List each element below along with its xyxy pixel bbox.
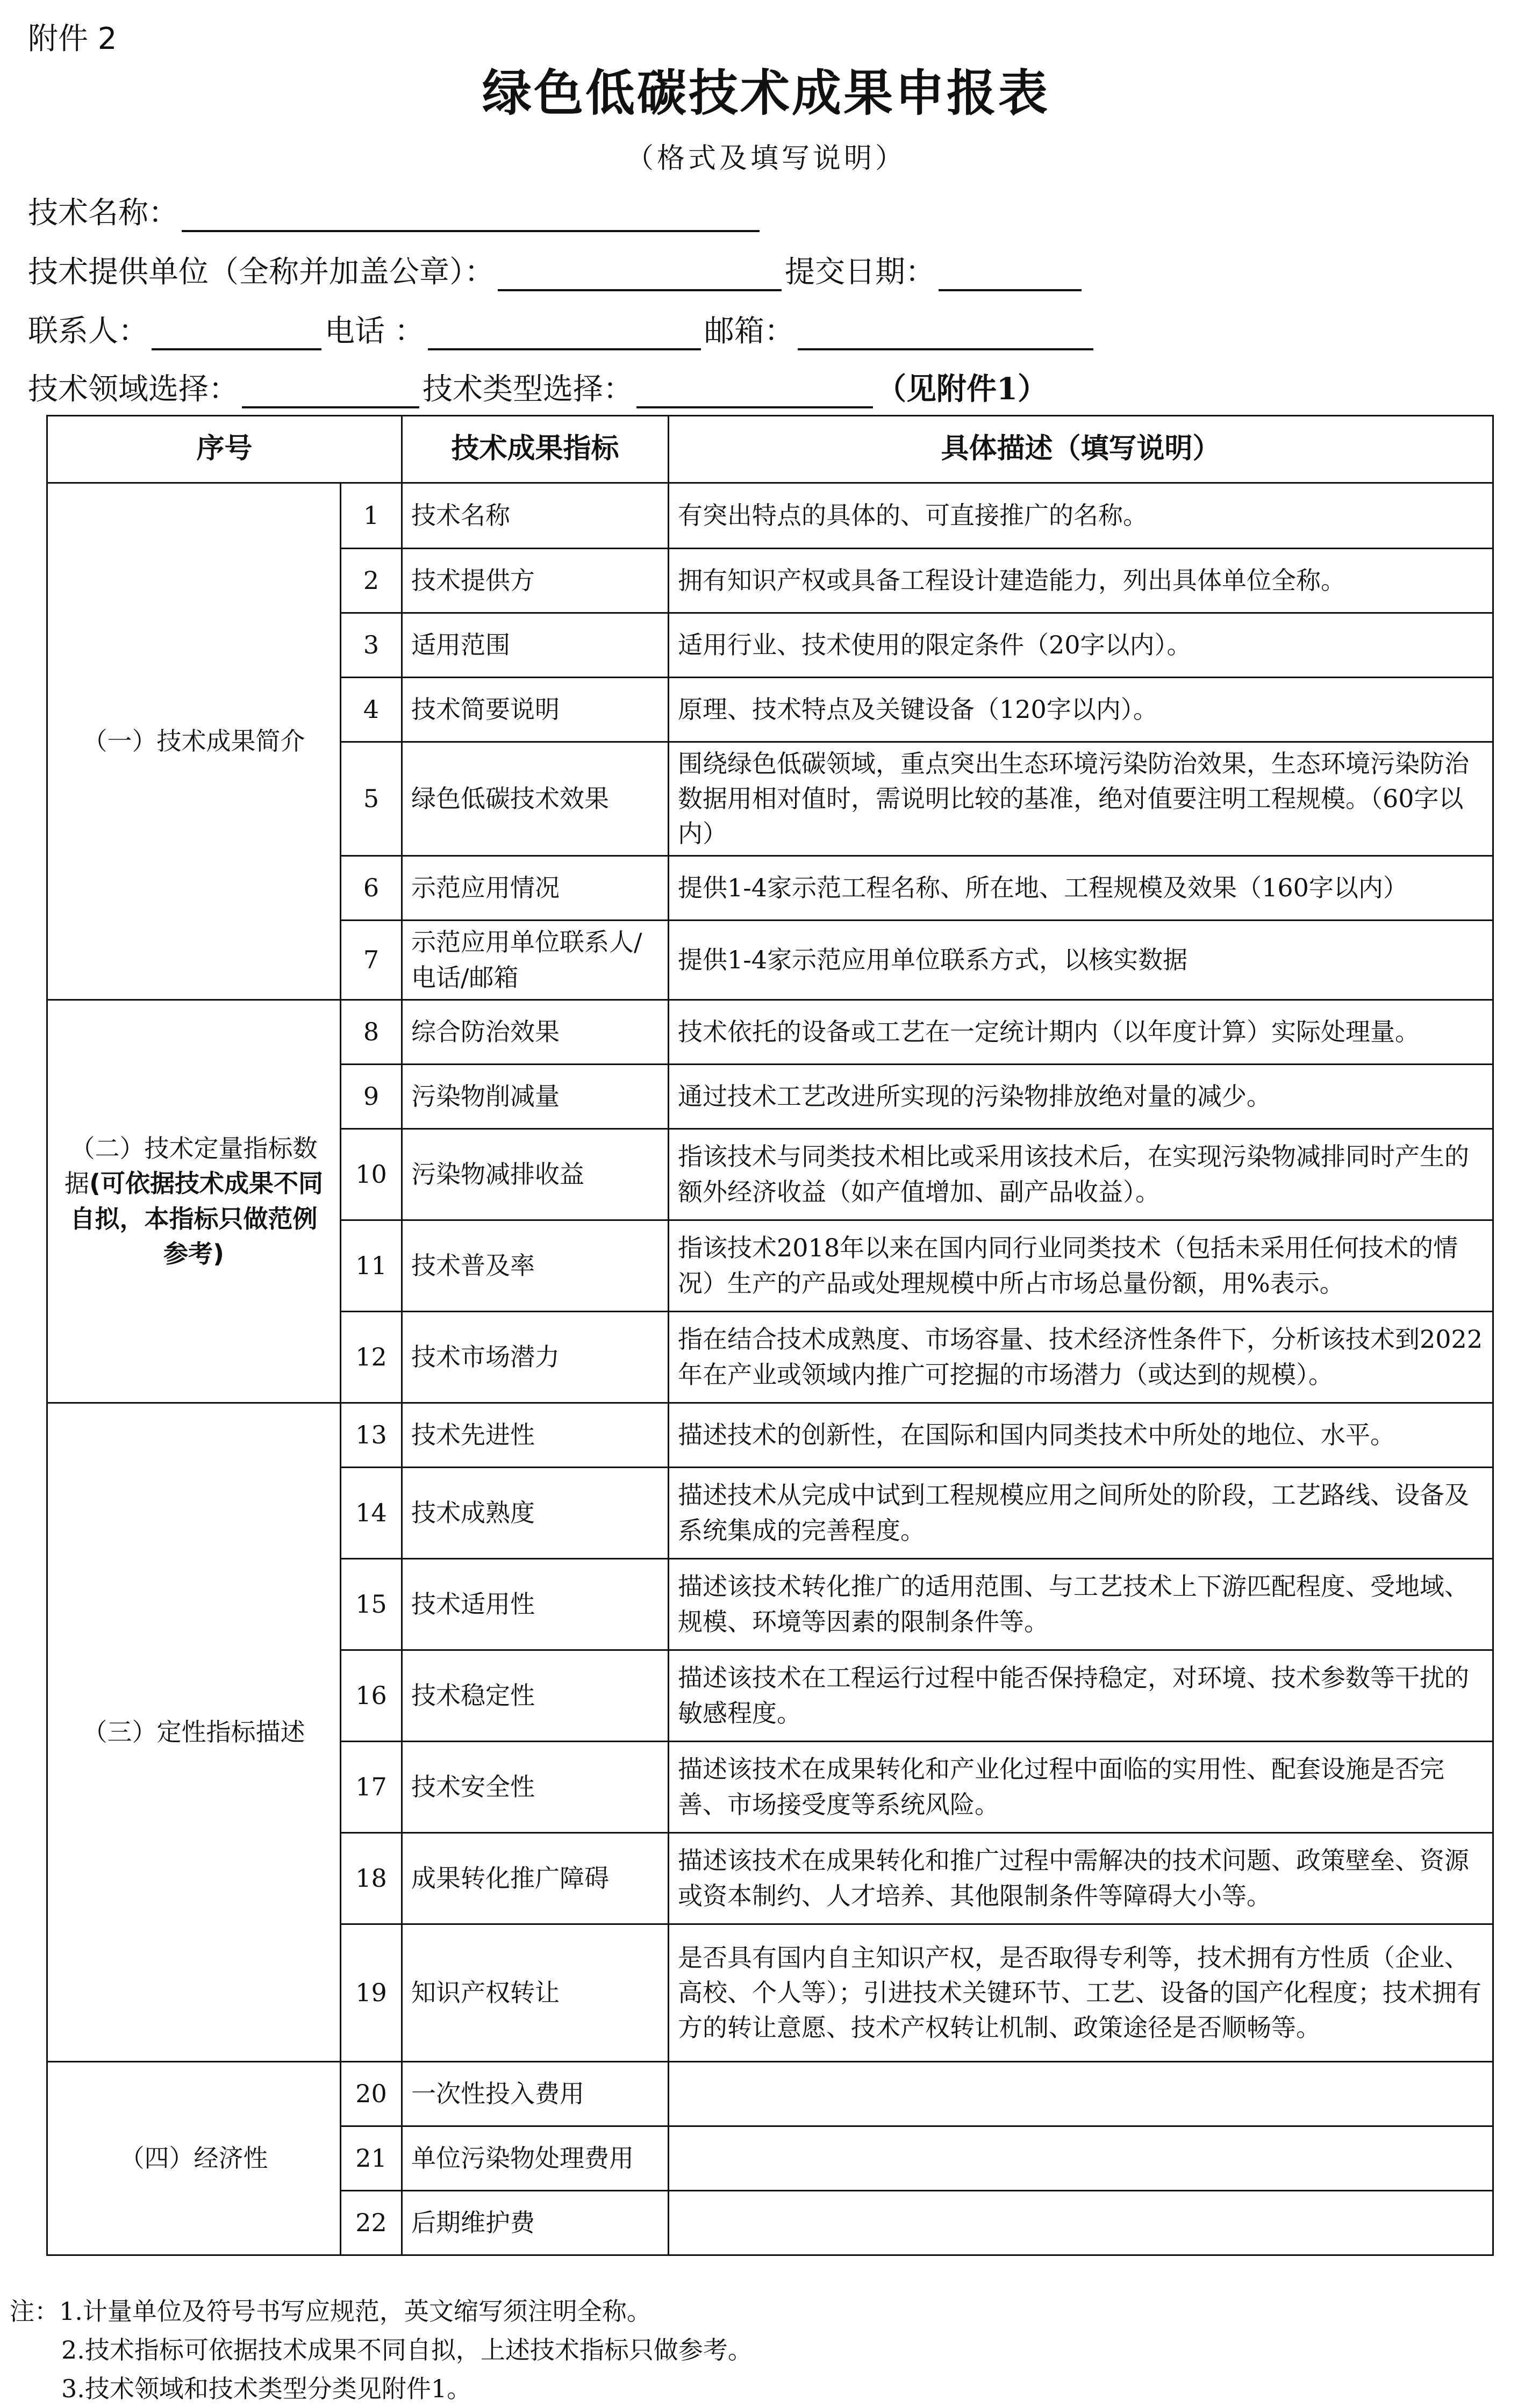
row-indicator: 绿色低碳技术效果 <box>402 742 669 856</box>
note-line <box>10 2369 753 2408</box>
row-indicator: 综合防治效果 <box>402 1000 669 1065</box>
row-number: 8 <box>341 1000 402 1065</box>
domain-field[interactable] <box>242 374 419 408</box>
row-description-input[interactable] <box>669 2062 1493 2126</box>
row-indicator: 技术先进性 <box>402 1403 669 1468</box>
row-description: 原理、技术特点及关键设备（120字以内）。 <box>669 678 1493 742</box>
row-description: 描述该技术在成果转化和产业化过程中面临的实用性、配套设施是否完善、市场接受度等系统风险。 <box>669 1742 1493 1833</box>
row-indicator: 技术适用性 <box>402 1559 669 1650</box>
row-indicator: 适用范围 <box>402 613 669 678</box>
phone-label: 电话 ： <box>325 314 425 349</box>
row-number: 14 <box>341 1468 402 1559</box>
row-description: 描述该技术在工程运行过程中能否保持稳定，对环境、技术参数等干扰的敏感程度。 <box>669 1650 1493 1742</box>
contact-field[interactable] <box>152 316 321 350</box>
row-indicator: 污染物减排收益 <box>402 1129 669 1220</box>
row-number: 6 <box>341 856 402 921</box>
row-indicator: 成果转化推广障碍 <box>402 1833 669 1924</box>
row-number: 10 <box>341 1129 402 1220</box>
row-number: 18 <box>341 1833 402 1924</box>
email-field[interactable] <box>798 316 1093 350</box>
section-3-label: （三）定性指标描述 <box>47 1403 341 2062</box>
note-item: 3.技术领域和技术类型分类见附件1。 <box>61 2374 472 2403</box>
section-2-note: (可依据技术成果不同自拟，本指标只做范例参考) <box>70 1169 324 1268</box>
row-indicator: 知识产权转让 <box>402 1924 669 2062</box>
note-line <box>10 2331 753 2369</box>
row-indicator: 技术名称 <box>402 483 669 549</box>
row-indicator: 污染物削减量 <box>402 1065 669 1129</box>
row-description-input[interactable] <box>669 2126 1493 2191</box>
row-number: 22 <box>341 2191 402 2255</box>
table-header-row <box>47 416 1493 483</box>
row-number: 9 <box>341 1065 402 1129</box>
email-label: 邮箱： <box>704 314 794 349</box>
contact-label: 联系人： <box>28 314 148 349</box>
page-title: 绿色低碳技术成果申报表 <box>482 64 1050 122</box>
domain-label: 技术领域选择： <box>28 372 239 407</box>
submit-date-field[interactable] <box>939 257 1082 291</box>
row-description: 有突出特点的具体的、可直接推广的名称。 <box>669 483 1493 549</box>
note-item: 1.计量单位及符号书写应规范，英文缩写须注明全称。 <box>59 2297 652 2326</box>
tech-name-label: 技术名称： <box>28 196 178 231</box>
section-2-label <box>47 1000 341 1403</box>
row-description-input[interactable] <box>669 2191 1493 2255</box>
page-subtitle: （格式及填写说明） <box>625 142 906 175</box>
row-description: 指该技术2018年以来在国内同行业同类技术（包括未采用任何技术的情况）生产的产品或处理规模中所占市场总量份额，用%表示。 <box>669 1220 1493 1312</box>
row-description: 提供1-4家示范应用单位联系方式，以核实数据 <box>669 921 1493 1000</box>
provider-field[interactable] <box>498 257 782 291</box>
provider-row <box>28 248 1085 291</box>
section-1-label: （一）技术成果简介 <box>47 483 341 1000</box>
row-description: 技术依托的设备或工艺在一定统计期内（以年度计算）实际处理量。 <box>669 1000 1493 1065</box>
row-number: 19 <box>341 1924 402 2062</box>
row-indicator: 技术稳定性 <box>402 1650 669 1742</box>
row-indicator: 示范应用情况 <box>402 856 669 921</box>
row-indicator: 一次性投入费用 <box>402 2062 669 2126</box>
submit-date-label: 提交日期： <box>785 255 935 290</box>
table-row <box>47 2062 1493 2126</box>
header-indicator: 技术成果指标 <box>402 416 669 483</box>
row-indicator: 技术成熟度 <box>402 1468 669 1559</box>
table-row <box>47 1000 1493 1065</box>
provider-label: 技术提供单位（全称并加盖公章）： <box>28 255 495 290</box>
tech-name-field[interactable] <box>182 198 760 232</box>
table-row <box>47 1403 1493 1468</box>
row-number: 7 <box>341 921 402 1000</box>
phone-field[interactable] <box>428 316 701 350</box>
attachment-label: 附件 2 <box>28 21 117 56</box>
header-description: 具体描述（填写说明） <box>669 416 1493 483</box>
row-indicator: 技术普及率 <box>402 1220 669 1312</box>
row-description: 描述技术从完成中试到工程规模应用之间所处的阶段，工艺路线、设备及系统集成的完善程度。 <box>669 1468 1493 1559</box>
note-line <box>10 2292 753 2331</box>
row-description: 提供1-4家示范工程名称、所在地、工程规模及效果（160字以内） <box>669 856 1493 921</box>
row-indicator: 单位污染物处理费用 <box>402 2126 669 2191</box>
row-description: 指在结合技术成熟度、市场容量、技术经济性条件下，分析该技术到2022年在产业或领域内推广可挖掘的市场潜力（或达到的规模）。 <box>669 1312 1493 1403</box>
row-description: 适用行业、技术使用的限定条件（20字以内）。 <box>669 613 1493 678</box>
see-attachment-note: （见附件1） <box>876 371 1048 407</box>
row-description: 描述技术的创新性，在国际和国内同类技术中所处的地位、水平。 <box>669 1403 1493 1468</box>
row-number: 3 <box>341 613 402 678</box>
row-indicator: 技术市场潜力 <box>402 1312 669 1403</box>
row-indicator: 示范应用单位联系人/电话/邮箱 <box>402 921 669 1000</box>
main-table <box>46 415 1494 2256</box>
row-number: 21 <box>341 2126 402 2191</box>
row-number: 13 <box>341 1403 402 1468</box>
table-row <box>47 483 1493 549</box>
section-4-label: （四）经济性 <box>47 2062 341 2255</box>
row-description: 通过技术工艺改进所实现的污染物排放绝对量的减少。 <box>669 1065 1493 1129</box>
type-label: 技术类型选择： <box>423 372 633 407</box>
row-number: 2 <box>341 549 402 613</box>
row-description: 是否具有国内自主知识产权，是否取得专利等，技术拥有方性质（企业、高校、个人等）；引进技术关键环节、工艺、设备的国产化程度；技术拥有方的转让意愿、技术产权转让机制、政策途径是否顺畅等。 <box>669 1924 1493 2062</box>
row-indicator: 技术简要说明 <box>402 678 669 742</box>
row-number: 1 <box>341 483 402 549</box>
row-number: 5 <box>341 742 402 856</box>
row-number: 12 <box>341 1312 402 1403</box>
header-serial: 序号 <box>47 416 402 483</box>
row-description: 围绕绿色低碳领域，重点突出生态环境污染防治效果，生态环境污染防治数据用相对值时，需说明比较的基准，绝对值要注明工程规模。（60字以内） <box>669 742 1493 856</box>
row-description: 拥有知识产权或具备工程设计建造能力，列出具体单位全称。 <box>669 549 1493 613</box>
domain-row <box>28 365 1048 408</box>
row-description: 描述该技术在成果转化和推广过程中需解决的技术问题、政策壁垒、资源或资本制约、人才培养、其他限制条件等障碍大小等。 <box>669 1833 1493 1924</box>
row-indicator: 技术安全性 <box>402 1742 669 1833</box>
section-2-title: （二）技术定量指标数据 <box>64 1133 318 1198</box>
row-number: 16 <box>341 1650 402 1742</box>
row-number: 4 <box>341 678 402 742</box>
contact-row <box>28 307 1097 350</box>
row-number: 17 <box>341 1742 402 1833</box>
row-indicator: 技术提供方 <box>402 549 669 613</box>
row-number: 11 <box>341 1220 402 1312</box>
row-number: 15 <box>341 1559 402 1650</box>
tech-name-row <box>28 189 763 232</box>
row-description: 指该技术与同类技术相比或采用该技术后，在实现污染物减排同时产生的额外经济收益（如产值增加、副产品收益）。 <box>669 1129 1493 1220</box>
notes-prefix: 注： <box>10 2297 59 2326</box>
note-item: 2.技术指标可依据技术成果不同自拟，上述技术指标只做参考。 <box>61 2335 753 2364</box>
row-number: 20 <box>341 2062 402 2126</box>
notes <box>10 2292 753 2408</box>
row-description: 描述该技术转化推广的适用范围、与工艺技术上下游匹配程度、受地域、规模、环境等因素的限制条件等。 <box>669 1559 1493 1650</box>
type-field[interactable] <box>636 374 873 408</box>
row-indicator: 后期维护费 <box>402 2191 669 2255</box>
